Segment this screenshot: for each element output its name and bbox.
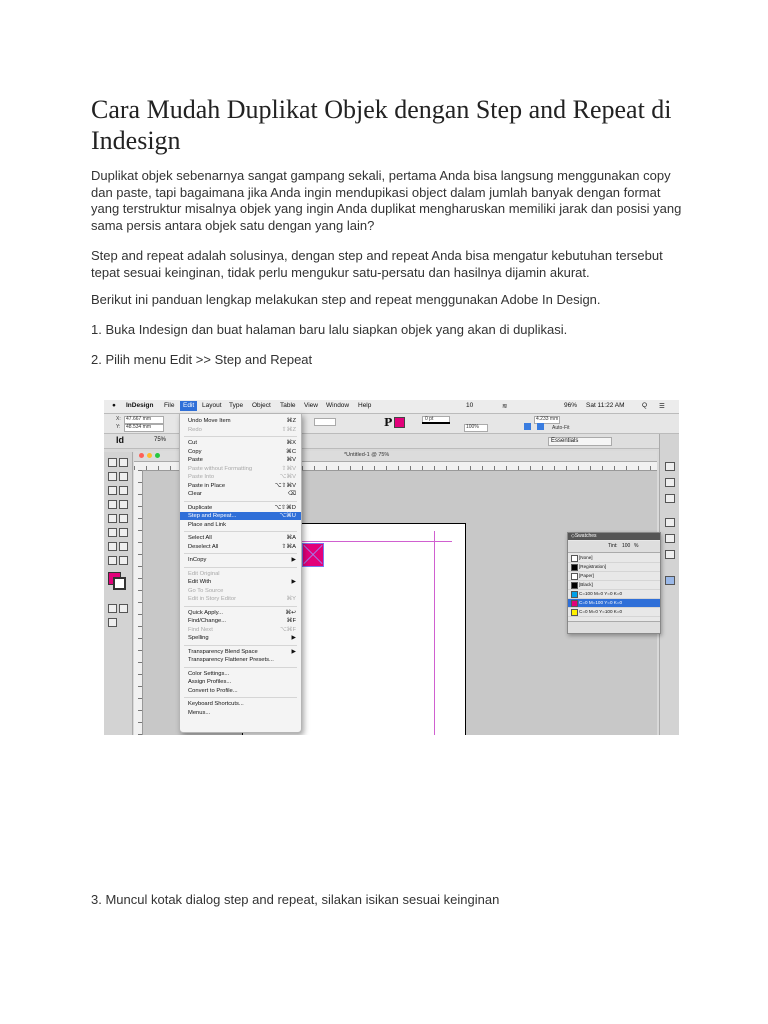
line-tool-icon (119, 486, 128, 495)
swatch-name: C=0 M=0 Y=100 K=0 (579, 609, 623, 614)
menu-item-shortcut: ⇧⌘Z (281, 426, 296, 433)
swatch-chip (571, 591, 578, 598)
x-value: 47.667 mm (126, 416, 152, 422)
menu-item-label: Transparency Flattener Presets... (188, 657, 274, 663)
color-panel-icon (665, 534, 675, 543)
menu-item-shortcut: ⇧⌘A (281, 543, 296, 550)
menu-item-shortcut: ▶ (291, 579, 296, 585)
menu-separator (184, 697, 297, 698)
swatches-panel-icon (665, 576, 675, 585)
swatch-chip (571, 555, 578, 562)
layers-panel-icon (665, 478, 675, 487)
menu-item-paste-into[interactable] (180, 473, 301, 481)
swatch-name: [None] (579, 555, 593, 560)
indesign-screenshot (104, 400, 679, 735)
menu-item-shortcut: ▶ (291, 648, 296, 655)
auto-fit-label: Auto-Fit (552, 425, 570, 431)
menu-separator (184, 567, 297, 568)
menu-item-convert-to-profile[interactable] (180, 687, 301, 695)
menu-table: Table (280, 402, 296, 409)
menu-item-label: Find/Change... (188, 618, 227, 624)
menu-item-label: Cut (188, 440, 198, 446)
menu-indesign: InDesign (126, 402, 154, 409)
menu-item-redo[interactable] (180, 426, 301, 434)
menu-item-shortcut: ⌘Y (286, 596, 296, 602)
menu-item-edit-with[interactable] (180, 578, 301, 586)
menu-help: Help (358, 402, 372, 409)
menu-item-step-and-repeat[interactable] (180, 512, 301, 520)
tint-value: 100 (622, 543, 631, 549)
document-title: *Untitled-1 @ 75% (344, 452, 390, 458)
list-icon: ☰ (659, 403, 665, 410)
menu-item-label: Duplicate (188, 504, 213, 511)
swatch-chip (571, 573, 578, 580)
menu-item-shortcut: ⌥⇧⌘V (274, 482, 296, 489)
gap-tool-icon (119, 472, 128, 481)
menu-separator (184, 606, 297, 607)
fill-swatch (394, 417, 405, 428)
menu-layout: Layout (202, 402, 222, 409)
menu-item-label: Clear (188, 491, 202, 497)
menu-item-go-to-source[interactable] (180, 587, 301, 595)
menu-separator (184, 553, 297, 554)
menu-item-label: Paste without Formatting (188, 465, 253, 472)
menu-item-label: Assign Profiles... (188, 679, 232, 685)
menu-separator (184, 645, 297, 646)
menu-item-shortcut: ⌘C (286, 448, 296, 455)
menu-item-label: Paste Into (188, 474, 215, 480)
menu-item-deselect-all[interactable] (180, 543, 301, 551)
zoom-tool-icon (119, 556, 128, 565)
pages-panel-icon (665, 462, 675, 471)
menu-item-label: InCopy (188, 557, 207, 563)
align-icon (524, 423, 531, 430)
menu-item-label: Select All (188, 535, 212, 541)
apple-icon: ● (112, 402, 116, 409)
opacity-value: 100% (466, 424, 479, 430)
swatch-chip (571, 600, 578, 607)
paragraph-intro: Duplikat objek sebenarnya sangat gampang sekali, pertama Anda bisa langsung menggunakan copy dan paste, tapi bagaimana jika Anda ingin mendupikasi object dalam jumlah banyak dengan format yang terstruktur misalnya objek yang ingin Anda duplikat mengharuskan memiliki jarak dan posisi yang sama persis antara objek satu dengan yang lain? (91, 168, 682, 233)
swatch-row[interactable] (568, 554, 660, 563)
tools-panel (104, 452, 133, 735)
pen-tool-icon (108, 500, 117, 509)
screen-mode-icon (108, 618, 117, 627)
swatch-name: C=100 M=0 Y=0 K=0 (579, 591, 623, 596)
menu-item-label: Convert to Profile... (188, 687, 238, 694)
scissors-tool-icon (108, 528, 117, 537)
swatch-row[interactable] (568, 572, 660, 581)
swatch-row[interactable] (568, 590, 660, 599)
menu-separator (184, 667, 297, 668)
swatches-title: ◇Swatches (571, 533, 597, 539)
gradient-tool-icon (108, 542, 117, 551)
menu-item-spelling[interactable] (180, 634, 301, 642)
indesign-logo: Id (116, 435, 124, 445)
selection-tool-icon (108, 458, 117, 467)
swatches-header (568, 533, 660, 540)
menu-separator (184, 531, 297, 532)
swatch-row[interactable] (568, 608, 660, 617)
menu-item-label: Paste (188, 457, 203, 463)
type-tool-icon (108, 486, 117, 495)
menu-item-shortcut: ⌘A (286, 535, 296, 541)
paragraph-icon: P (384, 416, 393, 429)
rectangle-frame-tool-icon (108, 514, 117, 523)
menu-item-find-change[interactable] (180, 617, 301, 625)
menubar-status-10: 10 (466, 402, 474, 409)
menu-item-menus[interactable] (180, 709, 301, 717)
menu-item-paste-in-place[interactable] (180, 482, 301, 490)
menu-item-label: Edit Original (188, 570, 220, 577)
menu-item-label: Spelling (188, 635, 209, 641)
swatches-footer (568, 621, 660, 633)
menu-item-select-all[interactable] (180, 534, 301, 542)
menu-view: View (304, 402, 318, 409)
article-title: Cara Mudah Duplikat Objek dengan Step and Repeat di Indesign (91, 95, 672, 155)
menu-item-cut[interactable] (180, 439, 301, 447)
stroke-panel-icon (665, 518, 675, 527)
menu-item-shortcut: ▶ (291, 557, 296, 563)
menu-item-label: Redo (188, 426, 202, 433)
links-panel-icon (665, 494, 675, 503)
menu-item-shortcut: ⌥⇧⌘D (274, 504, 296, 511)
menu-item-label: Color Settings... (188, 670, 230, 677)
swatch-chip (571, 582, 578, 589)
zoom-window-icon (155, 453, 160, 458)
menu-window: Window (326, 402, 350, 409)
swatch-row[interactable] (568, 581, 660, 590)
menu-item-label: Deselect All (188, 543, 219, 550)
menu-item-shortcut: ⌥⌘V (279, 474, 296, 480)
pencil-tool-icon (119, 500, 128, 509)
preview-mode-icon (119, 604, 128, 613)
menu-item-keyboard-shortcuts[interactable] (180, 700, 301, 708)
minimize-window-icon (147, 453, 152, 458)
x-label: X: (116, 416, 121, 422)
margin-guide-vertical (434, 531, 435, 735)
paragraph-step-1: 1. Buka Indesign dan buat halaman baru lalu siapkan objek yang akan di duplikasi. (91, 322, 568, 337)
menu-item-shortcut: ⌘V (286, 457, 296, 463)
distribute-icon (537, 423, 544, 430)
menu-object: Object (252, 402, 271, 409)
hand-tool-icon (108, 556, 117, 565)
search-icon: Q (642, 402, 648, 409)
menu-item-shortcut: ⌘X (286, 440, 296, 446)
page-tool-icon (108, 472, 117, 481)
swatch-name: C=0 M=100 Y=0 K=0 (579, 600, 623, 605)
paragraph-step-2: 2. Pilih menu Edit >> Step and Repeat (91, 352, 313, 367)
menu-item-shortcut: ⌘↩ (285, 609, 296, 616)
swatch-row[interactable] (568, 599, 660, 608)
menu-type: Type (229, 402, 244, 409)
menu-item-shortcut: ⌥⌘F (279, 626, 296, 633)
menu-item-paste[interactable] (180, 456, 301, 464)
normal-mode-icon (108, 604, 117, 613)
menu-item-shortcut: ⇧⌘V (281, 465, 296, 472)
tint-label: Tint: (608, 543, 618, 549)
menu-item-copy[interactable] (180, 448, 301, 456)
vertical-ruler (134, 470, 143, 735)
paragraph-step-3: 3. Muncul kotak dialog step and repeat, silakan isikan sesuai keinginan (91, 892, 500, 907)
menu-item-label: Step and Repeat... (188, 513, 237, 519)
menu-item-undo-move-item[interactable] (180, 417, 301, 425)
menu-edit: Edit (180, 401, 197, 411)
free-transform-tool-icon (119, 528, 128, 537)
menu-item-label: Keyboard Shortcuts... (188, 701, 244, 707)
menu-item-edit-in-story-editor[interactable] (180, 595, 301, 603)
battery-level: 96% (564, 402, 578, 409)
y-value: 48.534 mm (126, 424, 152, 430)
menu-item-label: Paste in Place (188, 482, 226, 489)
wifi-icon: ≋ (502, 403, 508, 410)
menu-item-assign-profiles[interactable] (180, 678, 301, 686)
menu-item-find-next[interactable] (180, 626, 301, 634)
swatch-name: [Registration] (579, 564, 607, 569)
menu-item-label: Edit With (188, 579, 212, 585)
menu-item-quick-apply[interactable] (180, 609, 301, 617)
menu-item-color-settings[interactable] (180, 670, 301, 678)
tint-unit: % (634, 543, 639, 549)
stroke-color-icon (113, 577, 126, 590)
menu-item-label: Undo Move Item (188, 418, 231, 424)
menu-item-label: Edit in Story Editor (188, 596, 237, 602)
paragraph-solution: Step and repeat adalah solusinya, dengan step and repeat Anda bisa mengatur kebutuhan tersebut tepat sesuai keinginan, tidak perlu mengukur satu-persatu dan hasilnya dijamin akurat. (91, 248, 663, 280)
menu-item-transparency-blend-space[interactable] (180, 648, 301, 656)
close-window-icon (139, 453, 144, 458)
swatch-chip (571, 609, 578, 616)
swatches-panel (567, 532, 661, 634)
menu-item-duplicate[interactable] (180, 504, 301, 512)
edit-menu-dropdown (179, 413, 302, 733)
swatch-name: [Black] (579, 582, 593, 587)
note-tool-icon (119, 542, 128, 551)
stroke-style (422, 422, 450, 424)
paragraph-guide: Berikut ini panduan lengkap melakukan step and repeat menggunakan Adobe In Design. (91, 292, 601, 307)
menu-item-label: Menus... (188, 709, 211, 716)
swatches-toolbar (568, 541, 660, 553)
rectangle-tool-icon (119, 514, 128, 523)
y-label: Y: (116, 424, 121, 430)
stroke-weight-value: 0 pt (425, 416, 434, 422)
gap-value: 4.233 mm (536, 416, 559, 422)
menu-item-label: Find Next (188, 626, 213, 633)
menu-item-shortcut: ▶ (291, 635, 296, 641)
menu-item-shortcut: ⌥⌘U (279, 513, 296, 519)
swatch-row[interactable] (568, 563, 660, 572)
menu-file: File (164, 402, 175, 409)
menu-separator (184, 436, 297, 437)
menu-item-shortcut: ⌫ (287, 491, 296, 497)
zoom-level: 75% (154, 437, 167, 443)
swatch-name: [Paper] (579, 573, 594, 578)
direct-selection-tool-icon (119, 458, 128, 467)
workspace-switcher: Essentials (548, 437, 612, 446)
swatch-chip (571, 564, 578, 571)
mac-menubar (104, 400, 679, 414)
menu-item-label: Go To Source (188, 587, 224, 594)
menu-item-shortcut: ⌘F (286, 618, 296, 624)
menu-item-clear[interactable] (180, 490, 301, 498)
menu-item-shortcut: ⌘Z (286, 418, 296, 424)
menu-item-label: Quick Apply... (188, 609, 224, 616)
menu-item-edit-original[interactable] (180, 570, 301, 578)
menu-item-label: Transparency Blend Space (188, 648, 258, 655)
menu-item-paste-without-formatting[interactable] (180, 465, 301, 473)
gradient-panel-icon (665, 550, 675, 559)
menu-separator (184, 501, 297, 502)
menu-item-incopy[interactable] (180, 556, 301, 564)
menu-item-label: Copy (188, 448, 202, 455)
rotate-field (314, 418, 336, 426)
right-panel-dock (659, 434, 679, 735)
clock: Sat 11:22 AM (586, 402, 625, 409)
menu-item-transparency-flattener-presets[interactable] (180, 656, 301, 664)
magenta-object (302, 543, 324, 567)
menu-item-label: Place and Link (188, 521, 227, 528)
menu-item-place-and-link[interactable] (180, 521, 301, 529)
